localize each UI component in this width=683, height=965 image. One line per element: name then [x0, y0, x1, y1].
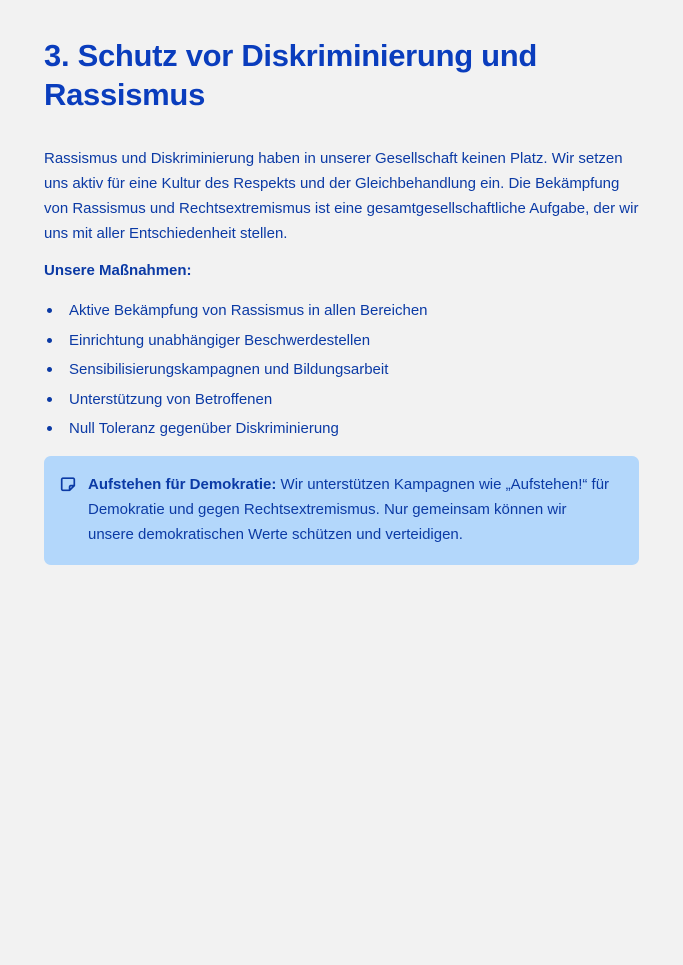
callout-title: Aufstehen für Demokratie: — [88, 475, 277, 493]
bullet-icon — [47, 397, 52, 402]
list-item — [44, 355, 639, 385]
bullet-icon — [47, 426, 52, 431]
list-item — [44, 385, 639, 415]
note-icon — [60, 476, 76, 492]
bullet-icon — [47, 308, 52, 313]
list-item-label: Unterstützung von Betroffenen — [69, 390, 273, 408]
bullet-icon — [47, 338, 52, 343]
page-title: 3. Schutz vor Diskriminierung und Rassismus — [44, 38, 538, 112]
callout-text — [88, 472, 615, 547]
bullet-icon — [47, 367, 52, 372]
list-item — [44, 326, 639, 356]
list-item-label: Null Toleranz gegenüber Diskriminierung — [69, 420, 339, 437]
intro-paragraph: Rassismus und Diskriminierung haben in unserer Gesellschaft keinen Platz. Wir setzen uns aktiv für eine Kultur des Respekts und der Gleichbehandlung ein. Die Bekämpfung von Rassismus und Rechtsextremismus ist eine gesamtgesellschaftliche Aufgabe, der wir uns mit aller Entschiedenheit stellen. — [44, 150, 639, 242]
list-item-label: Sensibilisierungskampagnen und Bildungsarbeit — [69, 361, 389, 378]
list-item — [44, 414, 639, 444]
list-item-label: Einrichtung unabhängiger Beschwerdestellen — [69, 331, 371, 349]
callout-body: Wir unterstützen Kampagnen wie „Aufstehen!“ für Demokratie und gegen Rechtsextremismus. Nur gemeinsam können wir unsere demokratischen Werte schützen und verteidigen. — [88, 475, 610, 543]
info-callout — [44, 456, 639, 565]
measures-heading: Unsere Maßnahmen: — [44, 262, 192, 279]
list-item-label: Aktive Bekämpfung von Rassismus in allen Bereichen — [69, 302, 428, 319]
list-item — [44, 296, 639, 326]
measures-list — [44, 296, 639, 444]
